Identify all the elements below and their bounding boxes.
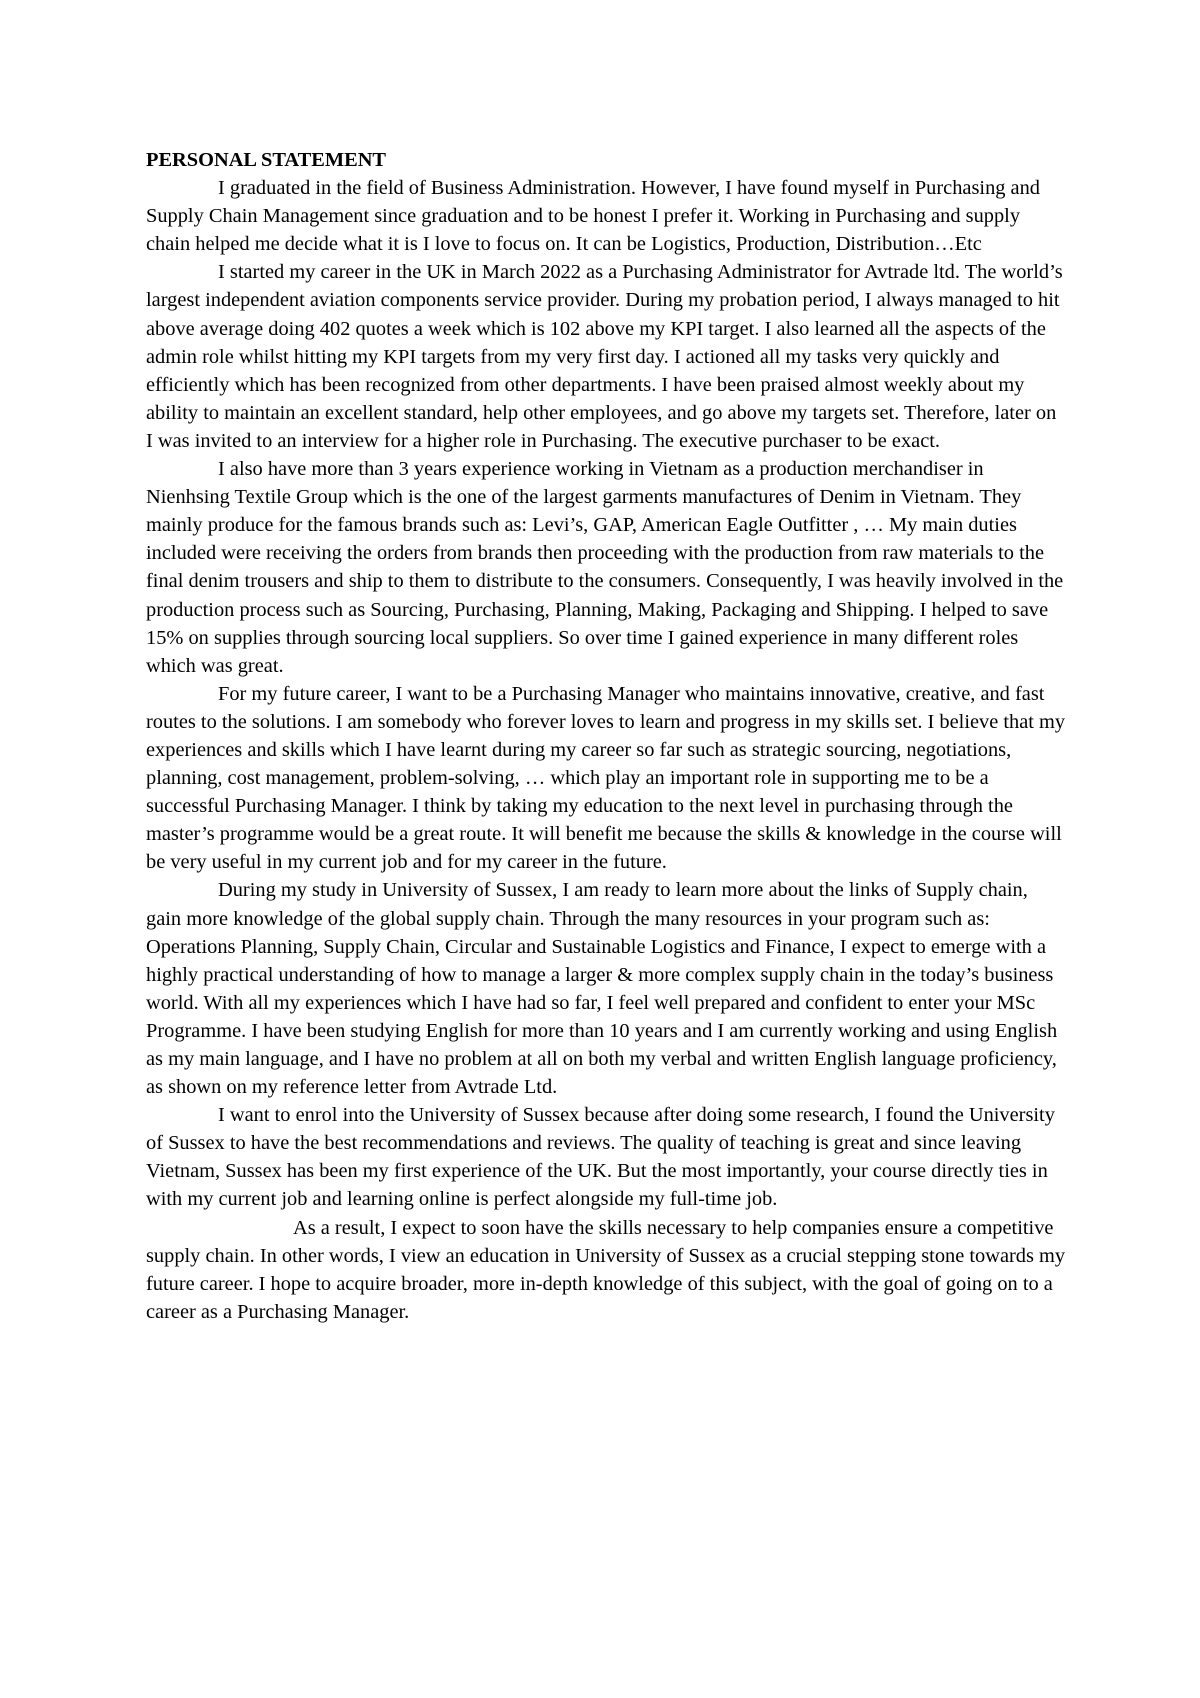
paragraph-sussex-study: During my study in University of Sussex, I am ready to learn more about the links of Supply chain, gain more knowledge of the global supply chain. Through the many resources in your program such as: Operations Planning, Supply Chain, Circular and Sustainable Logistics and Finance, I expect to emerge with a highly practical understanding of how to manage a larger & more complex supply chain in the today’s business world. With all my experiences which I have had so far, I feel well prepared and confident to enter your MSc Programme. I have been studying English for more than 10 years and I am currently working and using English as my main language, and I have no problem at all on both my verbal and written English language proficiency, as shown on my reference letter from Avtrade Ltd. xyxy=(146,879,1058,1099)
document-body xyxy=(146,146,1066,1326)
paragraph-conclusion: As a result, I expect to soon have the skills necessary to help companies ensure a competitive supply chain. In other words, I view an education in University of Sussex as a crucial stepping stone towards my future career. I hope to acquire broader, more in-depth knowledge of this subject, with the goal of going on to a career as a Purchasing Manager. xyxy=(146,1216,1066,1323)
document-title: PERSONAL STATEMENT xyxy=(146,149,387,171)
paragraph-future-career: For my future career, I want to be a Purchasing Manager who maintains innovative, creative, and fast routes to the solutions. I am somebody who forever loves to learn and progress in my skills set. I believe that my experiences and skills which I have learnt during my career so far such as strategic sourcing, negotiations, planning, cost management, problem-solving, … which play an important role in supporting me to be a successful Purchasing Manager. I think by taking my education to the next level in purchasing through the master’s programme would be a great route. It will benefit me because the skills & knowledge in the course will be very useful in my current job and for my career in the future. xyxy=(146,682,1066,874)
paragraph-why-sussex: I want to enrol into the University of Sussex because after doing some research, I found the University of Sussex to have the best recommendations and reviews. The quality of teaching is great and since leaving Vietnam, Sussex has been my first experience of the UK. But the most importantly, your course directly ties in with my current job and learning online is perfect alongside my full-time job. xyxy=(146,1104,1055,1211)
paragraph-vietnam-experience: I also have more than 3 years experience working in Vietnam as a production merchandiser in Nienhsing Textile Group which is the one of the largest garments manufactures of Denim in Vietnam. They mainly produce for the famous brands such as: Levi’s, GAP, American Eagle Outfitter , … My main duties included were receiving the orders from brands then proceeding with the production from raw materials to the final denim trousers and ship to them to distribute to the consumers. Consequently, I was heavily involved in the production process such as Sourcing, Purchasing, Planning, Making, Packaging and Shipping. I helped to save 15% on supplies through sourcing local suppliers. So over time I gained experience in many different roles which was great. xyxy=(146,458,1064,677)
paragraph-education: I graduated in the field of Business Administration. However, I have found myself in Purchasing and Supply Chain Management since graduation and to be honest I prefer it. Working in Purchasing and supply chain helped me decide what it is I love to focus on. It can be Logistics, Production, Distribution…Etc xyxy=(146,177,1040,256)
paragraph-uk-career: I started my career in the UK in March 2022 as a Purchasing Administrator for Avtrade ltd. The world’s largest independent aviation components service provider. During my probation period, I always managed to hit above average doing 402 quotes a week which is 102 above my KPI target. I also learned all the aspects of the admin role whilst hitting my KPI targets from my very first day. I actioned all my tasks very quickly and efficiently which has been recognized from other departments. I have been praised almost weekly about my ability to maintain an excellent standard, help other employees, and go above my targets set. Therefore, later on I was invited to an interview for a higher role in Purchasing. The executive purchaser to be exact. xyxy=(146,261,1063,452)
